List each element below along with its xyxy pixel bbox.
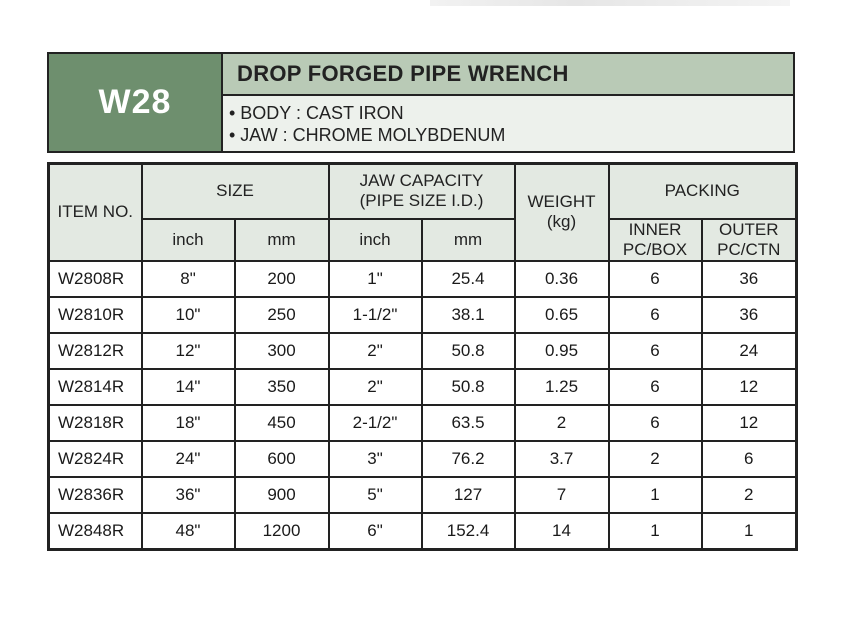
cell-outer: 24 [702, 333, 797, 369]
header-size: SIZE [142, 164, 329, 219]
cell-inner: 6 [609, 261, 702, 297]
cell-jaw-mm: 50.8 [422, 333, 515, 369]
cell-size-inch: 18" [142, 405, 235, 441]
cell-inner: 1 [609, 513, 702, 550]
cell-jaw-inch: 2" [329, 369, 422, 405]
header-item-no: ITEM NO. [49, 164, 142, 261]
cell-weight: 7 [515, 477, 609, 513]
cell-outer: 2 [702, 477, 797, 513]
table-row [49, 441, 797, 477]
top-decoration [430, 0, 790, 6]
title-bar [223, 54, 793, 96]
cell-jaw-mm: 25.4 [422, 261, 515, 297]
product-info [223, 54, 793, 151]
cell-jaw-mm: 152.4 [422, 513, 515, 550]
cell-size-mm: 450 [235, 405, 329, 441]
cell-size-inch: 12" [142, 333, 235, 369]
table-row [49, 297, 797, 333]
header-inner-line1: INNER [628, 219, 682, 239]
cell-weight: 14 [515, 513, 609, 550]
cell-item-no: W2812R [49, 333, 142, 369]
table-row [49, 405, 797, 441]
cell-weight: 1.25 [515, 369, 609, 405]
cell-item-no: W2836R [49, 477, 142, 513]
header-outer-line1: OUTER [719, 219, 779, 239]
header-weight [515, 164, 609, 261]
cell-jaw-inch: 1" [329, 261, 422, 297]
cell-size-inch: 8" [142, 261, 235, 297]
cell-size-inch: 24" [142, 441, 235, 477]
header-jaw-inch: inch [329, 219, 422, 261]
cell-item-no: W2824R [49, 441, 142, 477]
cell-item-no: W2810R [49, 297, 142, 333]
header-outer-line2: PC/CTN [717, 239, 781, 259]
cell-item-no: W2848R [49, 513, 142, 550]
cell-size-mm: 350 [235, 369, 329, 405]
cell-weight: 0.36 [515, 261, 609, 297]
cell-outer: 1 [702, 513, 797, 550]
spec-jaw: • JAW : CHROME MOLYBDENUM [229, 125, 506, 145]
cell-outer: 6 [702, 441, 797, 477]
cell-outer: 36 [702, 261, 797, 297]
cell-item-no: W2808R [49, 261, 142, 297]
cell-jaw-inch: 6" [329, 513, 422, 550]
cell-inner: 6 [609, 369, 702, 405]
table-row [49, 333, 797, 369]
header-size-inch: inch [142, 219, 235, 261]
header-packing: PACKING [609, 164, 797, 219]
spec-body: • BODY : CAST IRON [229, 103, 404, 123]
cell-jaw-mm: 76.2 [422, 441, 515, 477]
table-row [49, 261, 797, 297]
cell-jaw-mm: 127 [422, 477, 515, 513]
header-jaw-mm: mm [422, 219, 515, 261]
cell-outer: 12 [702, 369, 797, 405]
product-code: W28 [98, 83, 172, 121]
cell-outer: 36 [702, 297, 797, 333]
header-jaw-capacity-line1: JAW CAPACITY [359, 171, 484, 191]
cell-jaw-mm: 38.1 [422, 297, 515, 333]
table-row [49, 477, 797, 513]
cell-size-inch: 48" [142, 513, 235, 550]
cell-size-mm: 200 [235, 261, 329, 297]
product-header [47, 52, 795, 153]
cell-jaw-inch: 3" [329, 441, 422, 477]
cell-jaw-mm: 63.5 [422, 405, 515, 441]
header-jaw-capacity-line2: (PIPE SIZE I.D.) [359, 191, 484, 211]
header-weight-line1: WEIGHT [527, 192, 596, 212]
cell-weight: 0.95 [515, 333, 609, 369]
cell-size-mm: 1200 [235, 513, 329, 550]
cell-inner: 6 [609, 405, 702, 441]
header-weight-line2: (kg) [546, 212, 577, 232]
cell-weight: 2 [515, 405, 609, 441]
table-row [49, 369, 797, 405]
cell-size-inch: 36" [142, 477, 235, 513]
product-code-cell [49, 54, 223, 151]
cell-jaw-inch: 2" [329, 333, 422, 369]
cell-size-mm: 300 [235, 333, 329, 369]
cell-inner: 6 [609, 333, 702, 369]
cell-inner: 6 [609, 297, 702, 333]
cell-size-mm: 600 [235, 441, 329, 477]
cell-outer: 12 [702, 405, 797, 441]
table-row [49, 513, 797, 550]
cell-item-no: W2818R [49, 405, 142, 441]
header-inner [609, 219, 702, 261]
cell-size-inch: 14" [142, 369, 235, 405]
cell-jaw-mm: 50.8 [422, 369, 515, 405]
cell-weight: 3.7 [515, 441, 609, 477]
cell-jaw-inch: 2-1/2" [329, 405, 422, 441]
cell-jaw-inch: 1-1/2" [329, 297, 422, 333]
cell-item-no: W2814R [49, 369, 142, 405]
header-outer [702, 219, 797, 261]
cell-size-mm: 900 [235, 477, 329, 513]
table-body [49, 261, 797, 550]
header-size-mm: mm [235, 219, 329, 261]
product-title: DROP FORGED PIPE WRENCH [237, 61, 569, 86]
cell-size-inch: 10" [142, 297, 235, 333]
cell-jaw-inch: 5" [329, 477, 422, 513]
header-jaw-capacity [329, 164, 515, 219]
spec-table [47, 162, 798, 551]
product-specs [223, 96, 793, 151]
header-inner-line2: PC/BOX [622, 239, 688, 259]
cell-inner: 1 [609, 477, 702, 513]
cell-size-mm: 250 [235, 297, 329, 333]
cell-inner: 2 [609, 441, 702, 477]
cell-weight: 0.65 [515, 297, 609, 333]
